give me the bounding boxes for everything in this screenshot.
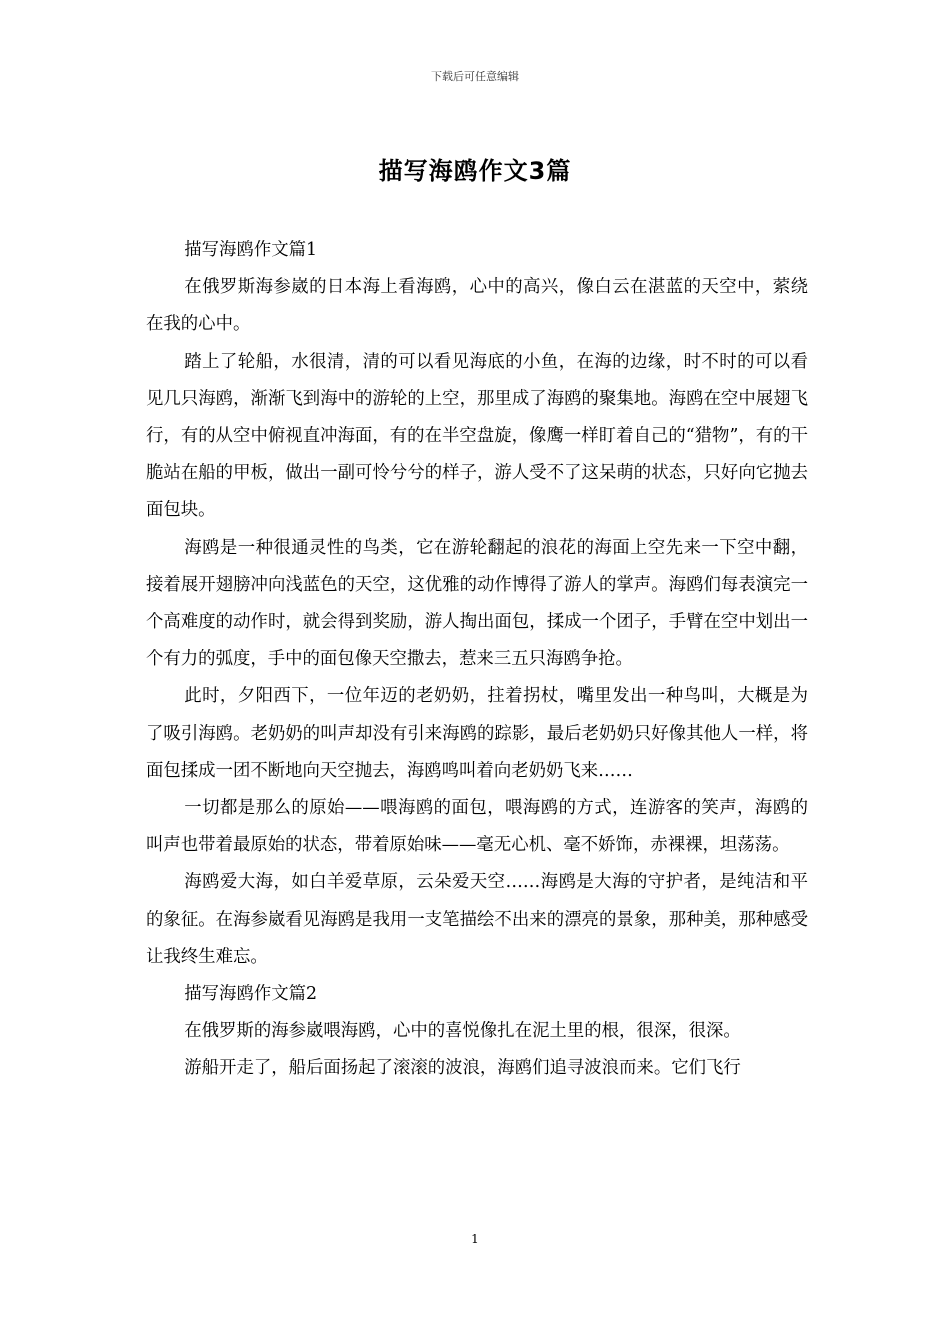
paragraph: 游船开走了，船后面扬起了滚滚的波浪，海鸥们追寻波浪而来。它们飞行 — [184, 1058, 741, 1079]
paragraph: 踏上了轮船，水很清，清的可以看见海底的小鱼，在海的边缘，时不时的可以看见几只海鸥，渐渐飞到海中的游轮的上空，那里成了海鸥的聚集地。海鸥在空中展翅飞行，有的从空中俯视直冲海面，有的在半空盘旋，像鹰一样盯着自己的“猎物”，有的干脆站在船的甲板，做出一副可怜兮兮的样子，游人受不了这呆萌的状态，只好向它抛去面包块。 — [146, 351, 808, 521]
paragraph: 在俄罗斯的海参崴喂海鸥，心中的喜悦像扎在泥土里的根，很深，很深。 — [184, 1021, 741, 1042]
section-heading-2: 描写海鸥作文篇2 — [184, 984, 318, 1005]
paragraph: 海鸥是一种很通灵性的鸟类，它在游轮翻起的浪花的海面上空先来一下空中翻，接着展开翅膀冲向浅蓝色的天空，这优雅的动作博得了游人的掌声。海鸥们每表演完一个高难度的动作时，就会得到奖励，游人掏出面包，揉成一个团子，手臂在空中划出一个有力的弧度，手中的面包像天空撒去，惹来三五只海鸥争抢。 — [146, 537, 808, 670]
document-body — [146, 232, 808, 1088]
page-number: 1 — [471, 1232, 479, 1246]
paragraph: 一切都是那么的原始——喂海鸥的面包，喂海鸥的方式，连游客的笑声，海鸥的叫声也带着最原始的状态，带着原始味——毫无心机、毫不娇饰，赤裸裸，坦荡荡。 — [146, 798, 808, 856]
paragraph: 在俄罗斯海参崴的日本海上看海鸥，心中的高兴，像白云在湛蓝的天空中，萦绕在我的心中。 — [146, 277, 808, 335]
section-heading-1: 描写海鸥作文篇1 — [184, 240, 318, 260]
paragraph: 此时，夕阳西下，一位年迈的老奶奶，拄着拐杖，嘴里发出一种鸟叫，大概是为了吸引海鸥。老奶奶的叫声却没有引来海鸥的踪影，最后老奶奶只好像其他人一样，将面包揉成一团不断地向天空抛去，海鸥鸣叫着向老奶奶飞来…… — [146, 686, 808, 781]
header-note: 下载后可任意编辑 — [431, 70, 519, 83]
document-title: 描写海鸥作文3篇 — [378, 157, 572, 185]
paragraph: 海鸥爱大海，如白羊爱草原，云朵爱天空……海鸥是大海的守护者，是纯洁和平的象征。在海参崴看见海鸥是我用一支笔描绘不出来的漂亮的景象，那种美，那种感受让我终生难忘。 — [146, 872, 808, 967]
